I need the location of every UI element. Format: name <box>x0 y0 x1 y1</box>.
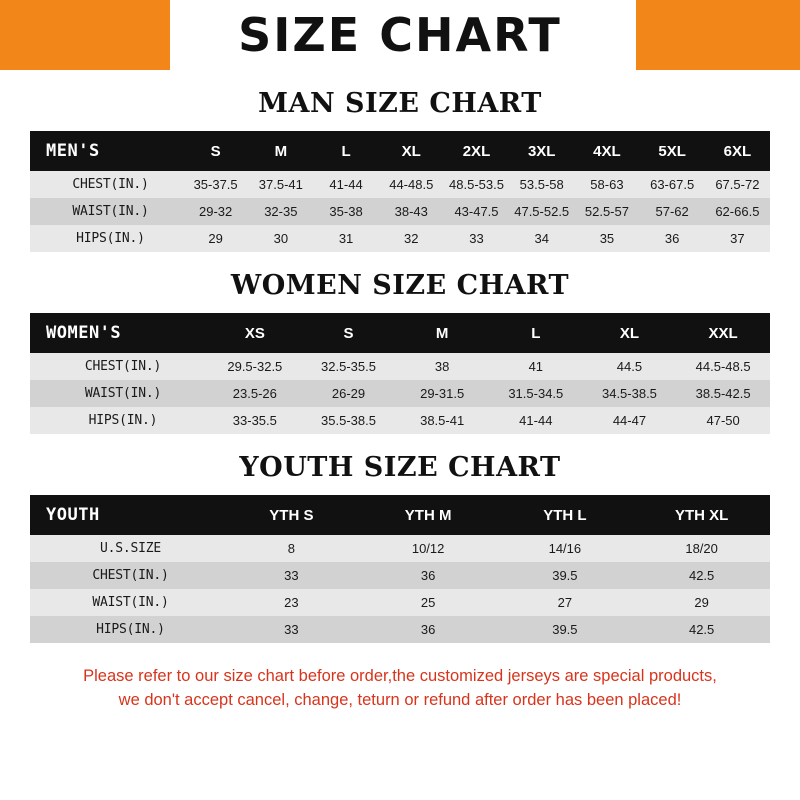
table-row <box>30 225 770 252</box>
man-col-8: 6XL <box>705 131 770 171</box>
man-cell-1-5: 47.5-52.5 <box>509 198 574 225</box>
youth-cell-2-1: 25 <box>360 589 497 616</box>
man-cell-1-3: 38-43 <box>379 198 444 225</box>
women-cell-1-5: 38.5-42.5 <box>676 380 770 407</box>
man-cell-0-1: 37.5-41 <box>248 171 313 198</box>
man-col-1: M <box>248 131 313 171</box>
women-cell-0-3: 41 <box>489 353 583 380</box>
youth-table-body <box>30 535 770 643</box>
table-row <box>30 380 770 407</box>
man-table-body <box>30 171 770 252</box>
youth-row-label-1: CHEST(IN.) <box>30 562 223 589</box>
man-cell-2-5: 34 <box>509 225 574 252</box>
youth-cell-3-3: 42.5 <box>633 616 770 643</box>
women-corner-label: WOMEN'S <box>30 313 208 353</box>
man-cell-1-1: 32-35 <box>248 198 313 225</box>
women-cell-2-4: 44-47 <box>583 407 677 434</box>
youth-row-label-3: HIPS(IN.) <box>30 616 223 643</box>
man-cell-0-8: 67.5-72 <box>705 171 770 198</box>
man-col-2: L <box>313 131 378 171</box>
women-col-5: XXL <box>676 313 770 353</box>
youth-row-label-0: U.S.SIZE <box>30 535 223 562</box>
table-row <box>30 535 770 562</box>
man-cell-0-4: 48.5-53.5 <box>444 171 509 198</box>
footer-note <box>25 665 775 713</box>
section-title-women: WOMEN SIZE CHART <box>230 270 570 301</box>
women-cell-0-0: 29.5-32.5 <box>208 353 302 380</box>
youth-cell-3-1: 36 <box>360 616 497 643</box>
man-cell-2-8: 37 <box>705 225 770 252</box>
youth-col-2: YTH L <box>497 495 634 535</box>
youth-cell-3-2: 39.5 <box>497 616 634 643</box>
women-col-2: M <box>395 313 489 353</box>
man-row-label-2: HIPS(IN.) <box>30 225 183 252</box>
women-cell-0-5: 44.5-48.5 <box>676 353 770 380</box>
table-row <box>30 198 770 225</box>
youth-table-head <box>30 495 770 535</box>
youth-cell-0-1: 10/12 <box>360 535 497 562</box>
women-cell-1-1: 26-29 <box>302 380 396 407</box>
man-col-7: 5XL <box>640 131 705 171</box>
youth-size-table <box>30 495 770 643</box>
man-cell-2-4: 33 <box>444 225 509 252</box>
man-cell-1-0: 29-32 <box>183 198 248 225</box>
youth-col-0: YTH S <box>223 495 360 535</box>
page-title: SIZE CHART <box>238 8 562 62</box>
women-col-3: L <box>489 313 583 353</box>
women-cell-1-0: 23.5-26 <box>208 380 302 407</box>
man-cell-1-6: 52.5-57 <box>574 198 639 225</box>
section-title-youth: YOUTH SIZE CHART <box>239 452 561 483</box>
youth-col-3: YTH XL <box>633 495 770 535</box>
man-cell-2-1: 30 <box>248 225 313 252</box>
section-man <box>0 88 800 252</box>
youth-row-label-2: WAIST(IN.) <box>30 589 223 616</box>
section-youth <box>0 452 800 643</box>
section-women <box>0 270 800 434</box>
youth-cell-1-0: 33 <box>223 562 360 589</box>
women-table-body <box>30 353 770 434</box>
man-col-4: 2XL <box>444 131 509 171</box>
women-row-label-0: CHEST(IN.) <box>30 353 208 380</box>
man-cell-0-2: 41-44 <box>313 171 378 198</box>
women-cell-0-4: 44.5 <box>583 353 677 380</box>
footer-note-line-1: Please refer to our size chart before order,the customized jerseys are special products, <box>83 667 717 685</box>
table-row <box>30 171 770 198</box>
women-col-1: S <box>302 313 396 353</box>
women-row-label-2: HIPS(IN.) <box>30 407 208 434</box>
women-cell-1-4: 34.5-38.5 <box>583 380 677 407</box>
man-corner-label: MEN'S <box>30 131 183 171</box>
women-cell-1-3: 31.5-34.5 <box>489 380 583 407</box>
man-cell-2-7: 36 <box>640 225 705 252</box>
man-cell-0-6: 58-63 <box>574 171 639 198</box>
man-col-5: 3XL <box>509 131 574 171</box>
women-row-label-1: WAIST(IN.) <box>30 380 208 407</box>
table-row <box>30 616 770 643</box>
table-row <box>30 353 770 380</box>
man-size-table <box>30 131 770 252</box>
women-col-4: XL <box>583 313 677 353</box>
man-cell-2-3: 32 <box>379 225 444 252</box>
women-cell-2-3: 41-44 <box>489 407 583 434</box>
header-band <box>0 0 800 70</box>
man-cell-0-0: 35-37.5 <box>183 171 248 198</box>
youth-cell-1-1: 36 <box>360 562 497 589</box>
women-cell-2-1: 35.5-38.5 <box>302 407 396 434</box>
table-header-row <box>30 495 770 535</box>
man-col-0: S <box>183 131 248 171</box>
man-row-label-1: WAIST(IN.) <box>30 198 183 225</box>
youth-corner-label: YOUTH <box>30 495 223 535</box>
footer-note-line-2: we don't accept cancel, change, teturn or refund after order has been placed! <box>118 690 682 709</box>
table-header-row <box>30 313 770 353</box>
man-cell-2-2: 31 <box>313 225 378 252</box>
man-row-label-0: CHEST(IN.) <box>30 171 183 198</box>
table-header-row <box>30 131 770 171</box>
section-title-man: MAN SIZE CHART <box>258 88 542 119</box>
table-row <box>30 407 770 434</box>
man-cell-1-7: 57-62 <box>640 198 705 225</box>
women-cell-1-2: 29-31.5 <box>395 380 489 407</box>
youth-cell-0-3: 18/20 <box>633 535 770 562</box>
man-cell-1-2: 35-38 <box>313 198 378 225</box>
man-col-3: XL <box>379 131 444 171</box>
women-cell-2-0: 33-35.5 <box>208 407 302 434</box>
man-col-6: 4XL <box>574 131 639 171</box>
youth-cell-3-0: 33 <box>223 616 360 643</box>
man-cell-0-7: 63-67.5 <box>640 171 705 198</box>
table-row <box>30 562 770 589</box>
man-cell-1-8: 62-66.5 <box>705 198 770 225</box>
women-table-head <box>30 313 770 353</box>
women-cell-2-2: 38.5-41 <box>395 407 489 434</box>
man-table-head <box>30 131 770 171</box>
women-size-table <box>30 313 770 434</box>
man-cell-0-5: 53.5-58 <box>509 171 574 198</box>
women-cell-0-1: 32.5-35.5 <box>302 353 396 380</box>
man-cell-1-4: 43-47.5 <box>444 198 509 225</box>
youth-cell-0-2: 14/16 <box>497 535 634 562</box>
youth-cell-2-0: 23 <box>223 589 360 616</box>
youth-cell-2-2: 27 <box>497 589 634 616</box>
youth-cell-2-3: 29 <box>633 589 770 616</box>
women-col-0: XS <box>208 313 302 353</box>
man-cell-2-0: 29 <box>183 225 248 252</box>
youth-cell-0-0: 8 <box>223 535 360 562</box>
youth-cell-1-2: 39.5 <box>497 562 634 589</box>
youth-col-1: YTH M <box>360 495 497 535</box>
women-cell-0-2: 38 <box>395 353 489 380</box>
table-row <box>30 589 770 616</box>
youth-cell-1-3: 42.5 <box>633 562 770 589</box>
man-cell-2-6: 35 <box>574 225 639 252</box>
women-cell-2-5: 47-50 <box>676 407 770 434</box>
man-cell-0-3: 44-48.5 <box>379 171 444 198</box>
